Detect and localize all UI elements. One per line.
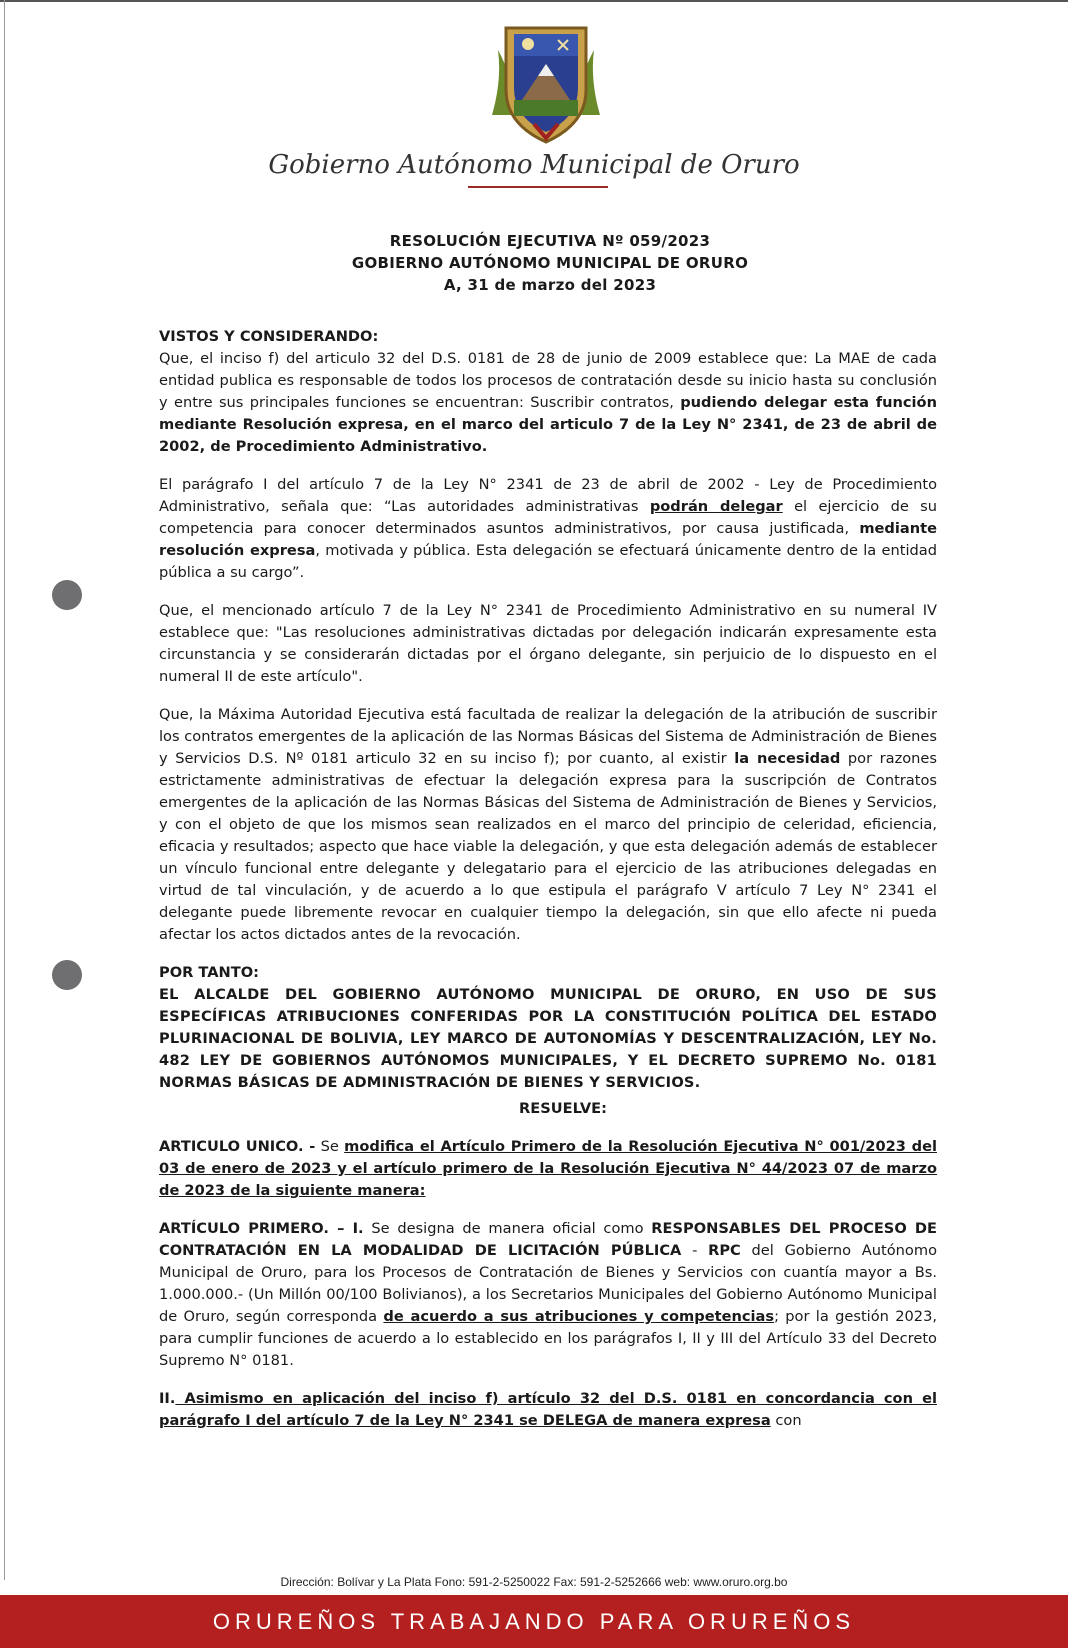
- paragraph-articulo-primero: [159, 1218, 937, 1372]
- section-heading-vistos: VISTOS Y CONSIDERANDO:: [159, 328, 379, 345]
- letterhead-org-name: Gobierno Autónomo Municipal de Oruro: [268, 150, 800, 180]
- municipal-crest-logo: [482, 20, 610, 148]
- text-span: , motivada y pública. Esta delegación se efectuará únicamente dentro de la entidad pública a su cargo”.: [159, 542, 937, 581]
- text-span: ; por la gestión 2023, para cumplir funciones de acuerdo a lo establecido en los parágrafos I, II y III del Artículo 33 del Decreto Supremo N° 0181.: [159, 1308, 937, 1369]
- text-span: con: [770, 1412, 802, 1429]
- underlined-span: podrán delegar: [649, 498, 783, 515]
- bold-span: la necesidad: [734, 750, 841, 767]
- text-span: Que, la Máxima Autoridad Ejecutiva está facultada de realizar la delegación de la atribución de suscribir los contratos emergentes de la aplicación de las Normas Básicas del Sistema de Administración de Bienes y Servicios D.S. Nº 0181 articulo 32 en su inciso f); por cuanto, al existir: [159, 706, 937, 767]
- footer-slogan: ORUREÑOS TRABAJANDO PARA ORUREÑOS: [212, 1608, 856, 1634]
- text-span: por razones estrictamente administrativas de efectuar la delegación expresa para la suscripción de Contratos emergentes de la aplicación de las Normas Básicas del Sistema de Administración de Bienes y Servicios, y con el objeto de que los mismos sean realizados en el marco del principio de celeridad, eficiencia, eficacia y resultados; aspecto que hace viable la delegación, y que esta delegación además de establecer un vínculo funcional entre delegante y delegatario para el ejercicio de las atribuciones delegadas en virtud de tal vinculación, y de acuerdo a lo que estipula el parágrafo V artículo 7 Ley N° 2341 el delegante puede libremente revocar en cualquier tiempo la delegación, sin que ello afecte ni pueda afectar los actos dictados antes de la revocación.: [159, 750, 937, 943]
- text-span: Se designa de manera oficial como: [363, 1220, 652, 1237]
- resolution-date: A, 31 de marzo del 2023: [443, 276, 657, 294]
- section-heading-por-tanto: POR TANTO:: [159, 964, 259, 981]
- resolution-number: RESOLUCIÓN EJECUTIVA Nº 059/2023: [389, 232, 711, 250]
- underlined-span: modifica el Artículo Primero de la Resolución Ejecutiva N° 001/2023 del 03 de enero de 2023 y el artículo primero de la Resolución Ejecutiva N° 44/2023 07 de marzo de 2023 de la siguiente manera:: [159, 1138, 937, 1199]
- paragraph-vistos-2: [159, 474, 937, 584]
- bold-span: mediante resolución expresa: [159, 520, 937, 559]
- paragraph-vistos-1: [159, 348, 937, 458]
- text-span: el ejercicio de su competencia para conocer determinados asuntos administrativos, por causa justificada,: [159, 498, 938, 537]
- underlined-span: de acuerdo a sus atribuciones y competencias: [383, 1308, 775, 1325]
- paragraph-vistos-3: Que, el mencionado artículo 7 de la Ley N° 2341 de Procedimiento Administrativo en su numeral IV establece que: "Las resoluciones administrativas dictadas por delegación indicarán expresamente esta circunstancia y se considerarán dictadas por el órgano delegante, sin perjuicio de lo dispuesto en el numeral II de este artículo".: [159, 602, 937, 685]
- article-label: II.: [159, 1390, 176, 1407]
- document-body: [159, 326, 937, 1448]
- text-span: Que, el inciso f) del articulo 32 del D.S. 0181 de 28 de junio de 2009 establece que: La MAE de cada entidad publica es responsable de todos los procesos de contratación desde su inicio hasta su conclusión y entre sus principales funciones se encuentran: Suscribir contratos,: [159, 350, 937, 411]
- text-span: del Gobierno Autónomo Municipal de Oruro, para los Procesos de Contratación de Bienes y Servicios con cuantía mayor a Bs. 1.000.000.- (Un Millón 00/100 Bolivianos), a los Secretarios Municipales del Gobierno Autónomo Municipal de Oruro, según corresponda: [159, 1242, 938, 1325]
- bold-span: RESPONSABLES DEL PROCESO DE CONTRATACIÓN EN LA MODALIDAD DE LICITACIÓN PÚBLICA: [159, 1220, 937, 1259]
- resuelve-heading: RESUELVE:: [519, 1100, 607, 1117]
- footer-address: Dirección: Bolívar y La Plata Fono: 591-2-5250022 Fax: 591-2-5252666 web: www.oruro.org.bo: [280, 1575, 788, 1589]
- bold-span: pudiendo delegar esta función mediante Resolución expresa, en el marco del articulo 7 de la Ley N° 2341, de 23 de abril de 2002, de Procedimiento Administrativo.: [159, 394, 937, 455]
- footer-slogan-band: [0, 1595, 1068, 1648]
- binder-hole: [52, 580, 82, 610]
- text-span: El parágrafo I del artículo 7 de la Ley N° 2341 de 23 de abril de 2002 - Ley de Procedimiento Administrativo, señala que: “Las autoridades administrativas: [159, 476, 937, 515]
- paragraph-articulo-unico: [159, 1136, 937, 1202]
- resolution-entity: GOBIERNO AUTÓNOMO MUNICIPAL DE ORURO: [351, 254, 749, 272]
- underlined-span: Asimismo en aplicación del inciso f) artículo 32 del D.S. 0181 en concordancia con el parágrafo I del artículo 7 de la Ley N° 2341 se DELEGA de manera expresa: [159, 1390, 937, 1429]
- binder-hole: [52, 960, 82, 990]
- page-top-border: [0, 0, 1068, 2]
- article-label: ARTÍCULO PRIMERO. – I.: [159, 1220, 364, 1237]
- paragraph-por-tanto: EL ALCALDE DEL GOBIERNO AUTÓNOMO MUNICIPAL DE ORURO, EN USO DE SUS ESPECÍFICAS ATRIBUCIONES CONFERIDAS POR LA CONSTITUCIÓN POLÍTICA DEL ESTADO PLURINACIONAL DE BOLIVIA, LEY MARCO DE AUTONOMÍAS Y DESCENTRALIZACIÓN, LEY No. 482 LEY DE GOBIERNOS AUTÓNOMOS MUNICIPALES, Y EL DECRETO SUPREMO No. 0181 NORMAS BÁSICAS DE ADMINISTRACIÓN DE BIENES Y SERVICIOS.: [159, 986, 937, 1091]
- text-span: Se: [315, 1138, 345, 1155]
- paragraph-paragrafo-ii: [159, 1388, 937, 1432]
- article-label: ARTICULO UNICO. -: [159, 1138, 316, 1155]
- letterhead-rule: [468, 186, 608, 188]
- text-span: -: [681, 1242, 709, 1259]
- paragraph-vistos-4: [159, 704, 937, 946]
- bold-span: RPC: [708, 1242, 741, 1259]
